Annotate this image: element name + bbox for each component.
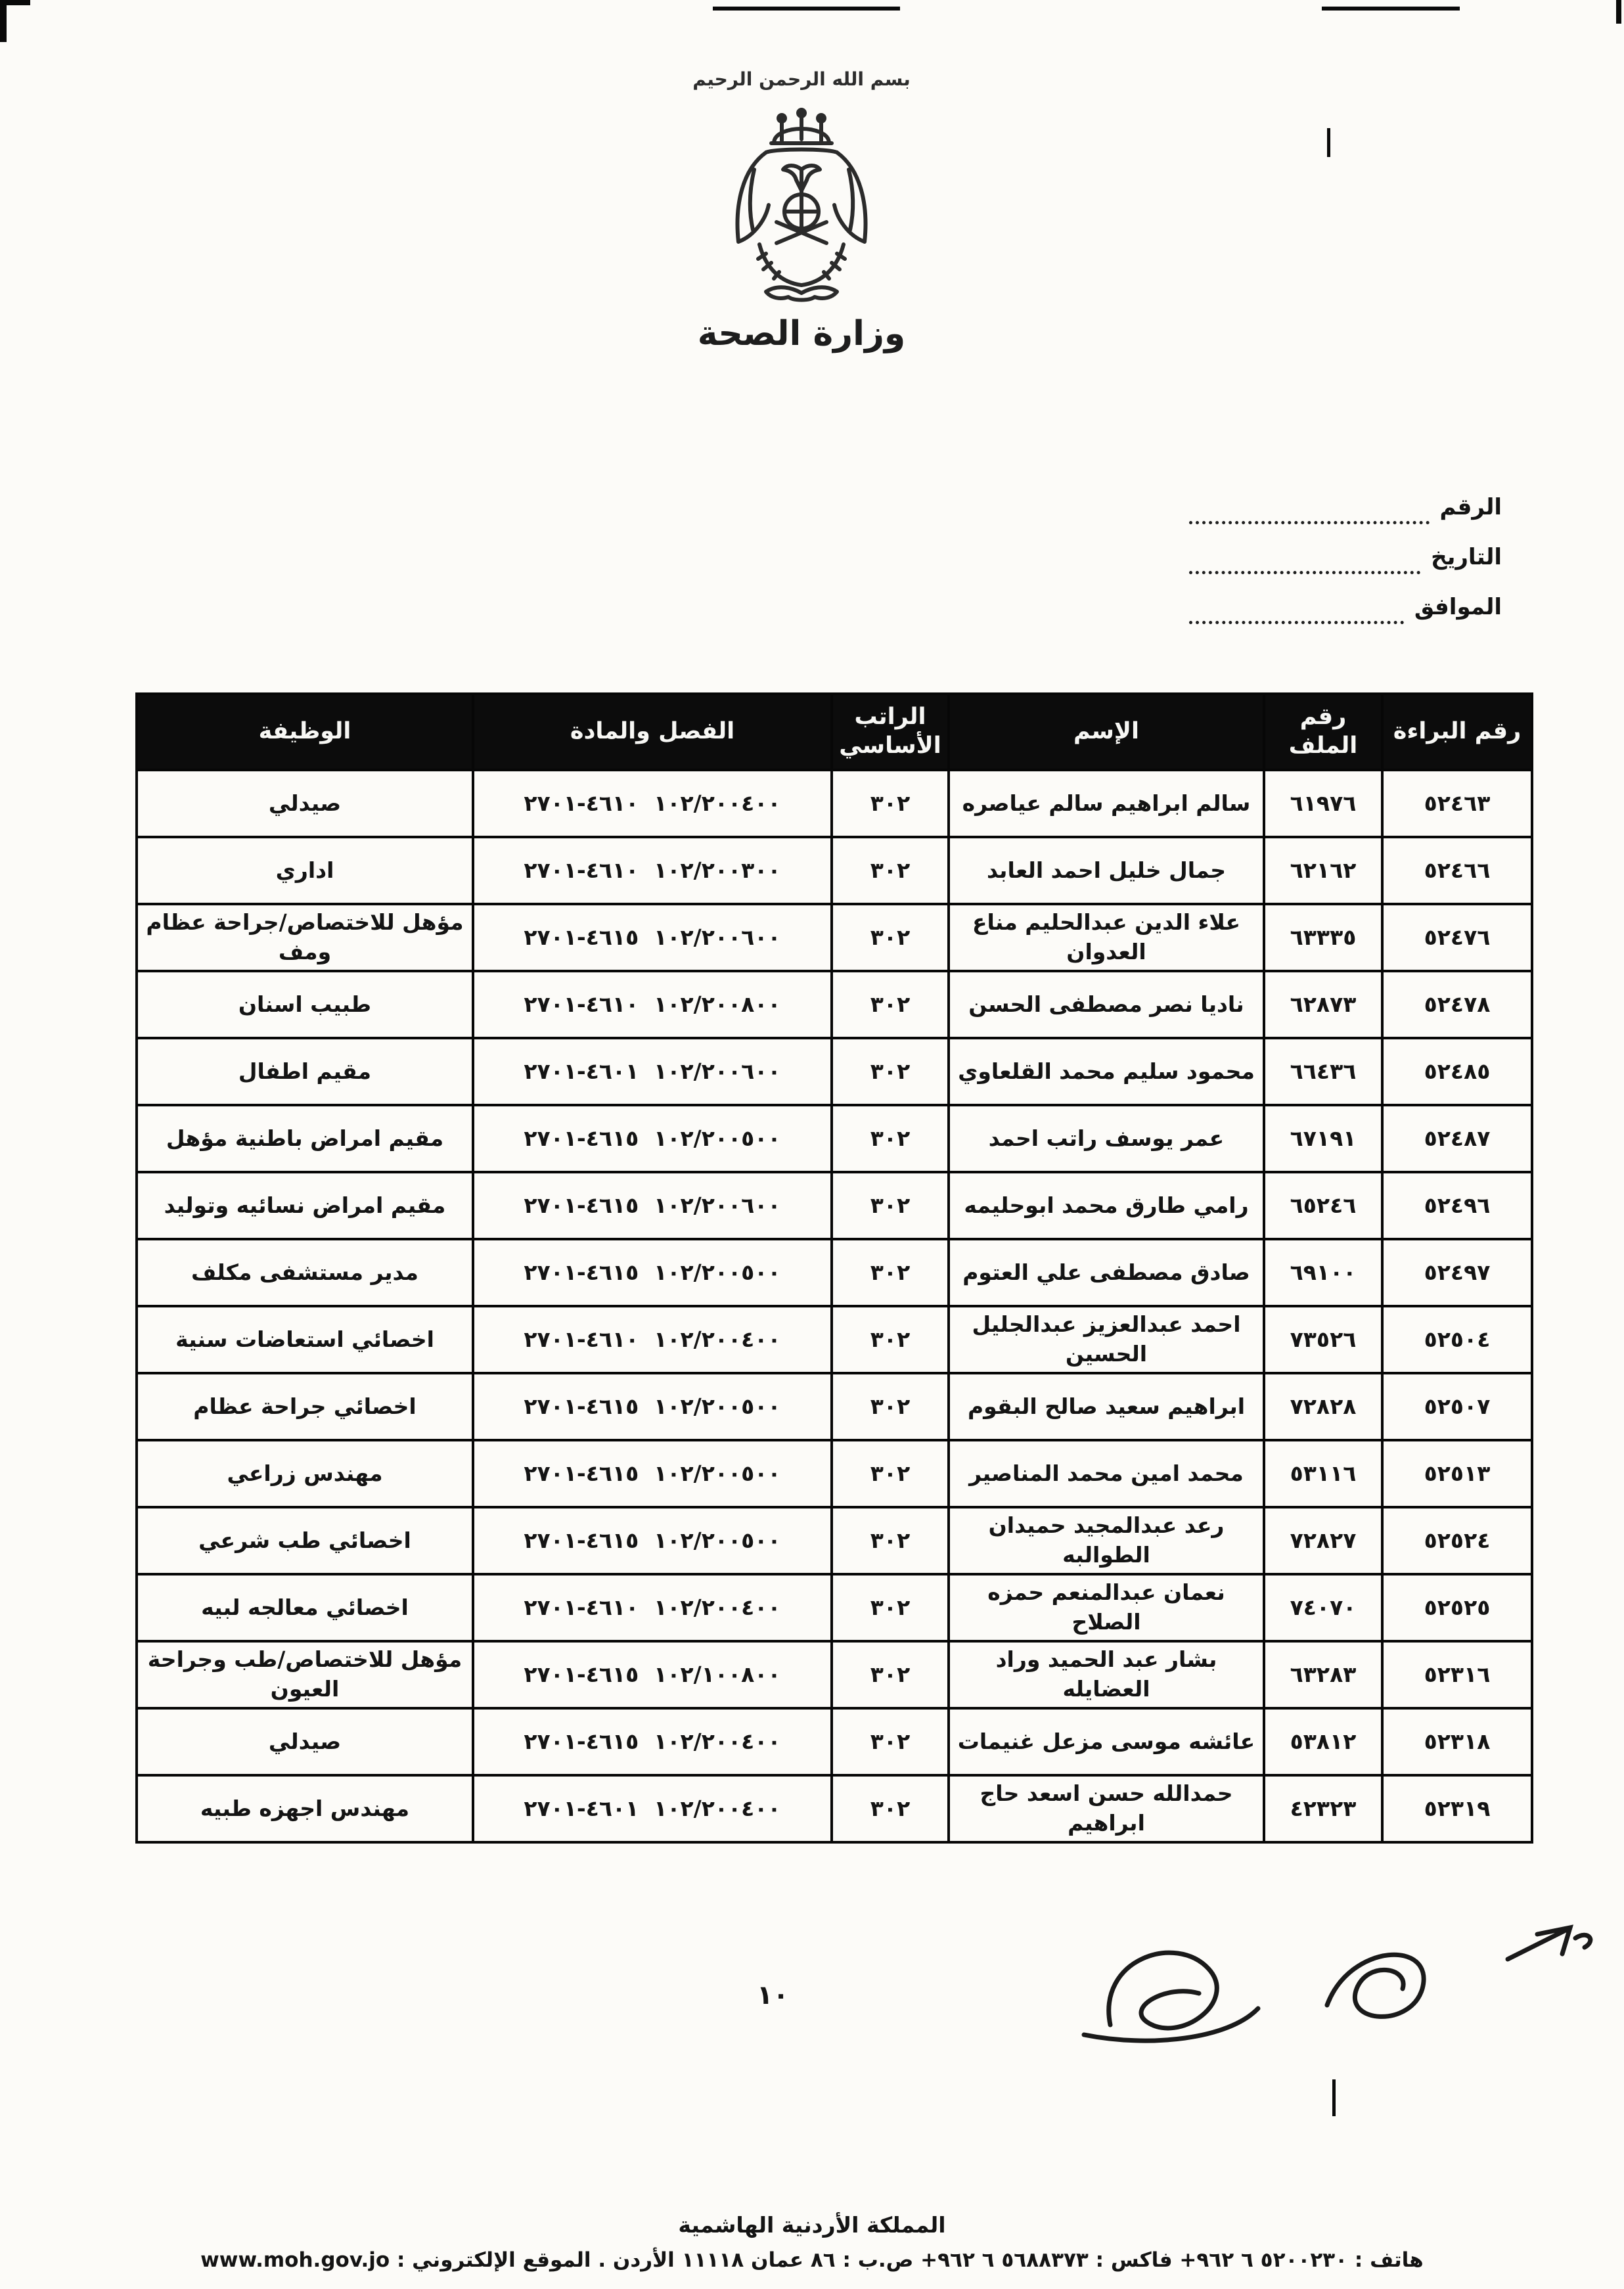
cell-chapter-article [473,1172,832,1239]
page-number: ١٠ [757,1980,789,2010]
table-row [137,1038,1532,1105]
chapter-article-value: ١٠٢/٢٠٠٦٠٠ ٤٦١٥-٢٧٠١ [524,1192,781,1218]
cell-chapter-article [473,1373,832,1440]
cell-chapter-article [473,904,832,971]
jordan-coat-of-arms-icon [703,106,900,304]
field-row-number [1186,474,1502,524]
cell-chapter-article [473,1641,832,1708]
cell-name: بشار عبد الحميد وراد العضايله [949,1641,1264,1708]
cell-decree-number: ٥٢٣١٨ [1382,1708,1532,1775]
cell-decree-number: ٥٢٤٨٧ [1382,1105,1532,1172]
table-row [137,1306,1532,1373]
cell-basic-salary: ٣٠٢ [832,1775,949,1842]
cell-decree-number: ٥٢٣١٦ [1382,1641,1532,1708]
cell-chapter-article [473,1440,832,1507]
footer-contact-line: هاتف : ٥٢٠٠٢٣٠ ٦ ٩٦٢+ فاكس : ٥٦٨٨٣٧٣ ٦ ٩٦٢+ ص.ب : ٨٦ عمان ١١١١٨ الأردن . الموقع الإلكتروني : www.moh.gov.jo [200,2248,1424,2272]
chapter-article-value: ١٠٢/٢٠٠٤٠٠ ٤٦١٠-٢٧٠١ [524,1326,781,1352]
cell-name: علاء الدين عبدالحليم مناع العدوان [949,904,1264,971]
cell-name: محمود سليم محمد القلعاوي [949,1038,1264,1105]
cell-name: ابراهيم سعيد صالح البقوم [949,1373,1264,1440]
chapter-article-value: ١٠٢/٢٠٠٤٠٠ ٤٦١٠-٢٧٠١ [524,1594,781,1620]
chapter-article-value: ١٠٢/٢٠٠٣٠٠ ٤٦١٠-٢٧٠١ [524,857,781,883]
cell-name: جمال خليل احمد العابد [949,837,1264,904]
cell-basic-salary: ٣٠٢ [832,904,949,971]
cell-file-number: ٦٣٣٣٥ [1264,904,1382,971]
cell-basic-salary: ٣٠٢ [832,1239,949,1306]
cell-name: حمدالله حسن اسعد حاج ابراهيم [949,1775,1264,1842]
cell-job-title: اخصائي جراحة عظام [137,1373,473,1440]
dotted-fill-line [1189,499,1430,524]
chapter-article-value: ١٠٢/٢٠٠٥٠٠ ٤٦١٥-٢٧٠١ [524,1259,781,1285]
cell-file-number: ٦١٩٧٦ [1264,770,1382,837]
cell-job-title: اداري [137,837,473,904]
cell-job-title: مقيم اطفال [137,1038,473,1105]
cell-decree-number: ٥٢٤٩٦ [1382,1172,1532,1239]
cell-name: نعمان عبدالمنعم حمزه الصلاح [949,1574,1264,1641]
field-row-corresponding [1186,574,1502,624]
chapter-article-value: ١٠٢/٢٠٠٦٠٠ ٤٦٠١-٢٧٠١ [524,1058,781,1084]
cell-file-number: ٧٢٨٢٨ [1264,1373,1382,1440]
cell-chapter-article [473,837,832,904]
cell-decree-number: ٥٢٤٦٣ [1382,770,1532,837]
table-body [137,770,1532,1842]
cell-basic-salary: ٣٠٢ [832,770,949,837]
cell-job-title: مؤهل للاختصاص/طب وجراحة العيون [137,1641,473,1708]
field-label-date: التاريخ [1431,544,1502,570]
chapter-article-value: ١٠٢/١٠٠٨٠٠ ٤٦١٥-٢٧٠١ [524,1661,781,1687]
cell-job-title: صيدلي [137,770,473,837]
table-row [137,1574,1532,1641]
table-row [137,1239,1532,1306]
cell-chapter-article [473,1574,832,1641]
cell-decree-number: ٥٢٣١٩ [1382,1775,1532,1842]
cell-file-number: ٧٢٨٢٧ [1264,1507,1382,1574]
cell-chapter-article [473,1105,832,1172]
page-footer [0,2212,1624,2272]
table-row [137,971,1532,1038]
header-name: الإسم [949,694,1264,770]
cell-decree-number: ٥٢٥٠٧ [1382,1373,1532,1440]
chapter-article-value: ١٠٢/٢٠٠٥٠٠ ٤٦١٥-٢٧٠١ [524,1527,781,1553]
cell-job-title: صيدلي [137,1708,473,1775]
cell-file-number: ٦٥٢٤٦ [1264,1172,1382,1239]
cell-job-title: اخصائي استعاضات سنية [137,1306,473,1373]
cell-basic-salary: ٣٠٢ [832,1105,949,1172]
cell-basic-salary: ٣٠٢ [832,1708,949,1775]
header-chapter-article: الفصل والمادة [473,694,832,770]
cell-file-number: ٦٢١٦٢ [1264,837,1382,904]
cell-file-number: ٧٤٠٧٠ [1264,1574,1382,1641]
cell-name: ناديا نصر مصطفى الحسن [949,971,1264,1038]
table-row [137,1440,1532,1507]
scan-artifact [0,0,7,42]
chapter-article-value: ١٠٢/٢٠٠٤٠٠ ٤٦١٠-٢٧٠١ [524,790,781,816]
cell-chapter-article [473,1708,832,1775]
table-row [137,1172,1532,1239]
cell-chapter-article [473,1038,832,1105]
cell-basic-salary: ٣٠٢ [832,837,949,904]
field-row-date [1186,524,1502,574]
cell-decree-number: ٥٢٤٧٨ [1382,971,1532,1038]
cell-basic-salary: ٣٠٢ [832,1440,949,1507]
cell-name: صادق مصطفى علي العتوم [949,1239,1264,1306]
chapter-article-value: ١٠٢/٢٠٠٦٠٠ ٤٦١٥-٢٧٠١ [524,924,781,950]
cell-decree-number: ٥٢٥٠٤ [1382,1306,1532,1373]
cell-file-number: ٦٧١٩١ [1264,1105,1382,1172]
cell-name: سالم ابراهيم سالم عياصره [949,770,1264,837]
meta-fields [1186,474,1502,624]
cell-file-number: ٦٩١٠٠ [1264,1239,1382,1306]
cell-file-number: ٤٢٣٢٣ [1264,1775,1382,1842]
chapter-article-value: ١٠٢/٢٠٠٨٠٠ ٤٦١٠-٢٧٠١ [524,991,781,1017]
cell-chapter-article [473,1775,832,1842]
cell-chapter-article [473,971,832,1038]
cell-decree-number: ٥٢٤٦٦ [1382,837,1532,904]
cell-chapter-article [473,1239,832,1306]
cell-job-title: اخصائي طب شرعي [137,1507,473,1574]
cell-file-number: ٥٣٨١٢ [1264,1708,1382,1775]
table-row [137,904,1532,971]
chapter-article-value: ١٠٢/٢٠٠٥٠٠ ٤٦١٥-٢٧٠١ [524,1460,781,1486]
cell-job-title: مؤهل للاختصاص/جراحة عظام ومف [137,904,473,971]
cell-basic-salary: ٣٠٢ [832,1038,949,1105]
cell-chapter-article [473,1507,832,1574]
ministry-calligraphy: وزارة الصحة [697,314,906,353]
cell-decree-number: ٥٢٤٩٧ [1382,1239,1532,1306]
scan-artifact [0,0,30,5]
header-basic-salary: الراتب الأساسي [832,694,949,770]
cell-name: عائشه موسى مزعل غنيمات [949,1708,1264,1775]
cell-file-number: ٥٣١١٦ [1264,1440,1382,1507]
table-row [137,1775,1532,1842]
cell-job-title: مهندس زراعي [137,1440,473,1507]
header-decree-number: رقم البراءة [1382,694,1532,770]
scan-artifact [1616,0,1621,24]
kingdom-name: المملكة الأردنية الهاشمية [678,2212,946,2238]
cell-file-number: ٦٢٨٧٣ [1264,971,1382,1038]
cell-name: احمد عبدالعزيز عبدالجليل الحسين [949,1306,1264,1373]
cell-chapter-article [473,1306,832,1373]
cell-file-number: ٦٦٤٣٦ [1264,1038,1382,1105]
employee-roster-table [135,692,1533,1844]
table-header-row [137,694,1532,770]
header-file-number: رقم الملف [1264,694,1382,770]
field-label-number: الرقم [1439,494,1502,520]
table-row [137,837,1532,904]
cell-basic-salary: ٣٠٢ [832,1641,949,1708]
cell-basic-salary: ٣٠٢ [832,1306,949,1373]
scan-artifact [1322,7,1460,11]
cell-basic-salary: ٣٠٢ [832,1172,949,1239]
dotted-fill-line [1189,599,1404,624]
cell-job-title: مهندس اجهزه طبيه [137,1775,473,1842]
cell-basic-salary: ٣٠٢ [832,1373,949,1440]
cell-job-title: مدير مستشفى مكلف [137,1239,473,1306]
table-row [137,1507,1532,1574]
cell-job-title: اخصائي معالجه لبيه [137,1574,473,1641]
cell-decree-number: ٥٢٥١٣ [1382,1440,1532,1507]
chapter-article-value: ١٠٢/٢٠٠٥٠٠ ٤٦١٥-٢٧٠١ [524,1125,781,1151]
table-row [137,1373,1532,1440]
chapter-article-value: ١٠٢/٢٠٠٤٠٠ ٤٦٠١-٢٧٠١ [524,1795,781,1821]
chapter-article-value: ١٠٢/٢٠٠٤٠٠ ٤٦١٥-٢٧٠١ [524,1728,781,1754]
cell-decree-number: ٥٢٥٢٥ [1382,1574,1532,1641]
cell-job-title: مقيم امراض نسائيه وتوليد [137,1172,473,1239]
cell-chapter-article [473,770,832,837]
cell-name: رامي طارق محمد ابوحليمه [949,1172,1264,1239]
header-job-title: الوظيفة [137,694,473,770]
basmala-calligraphy: بسم الله الرحمن الرحيم [692,68,911,90]
cell-job-title: طبيب اسنان [137,971,473,1038]
table-row [137,770,1532,837]
field-label-corresponding: الموافق [1414,594,1502,620]
cell-name: رعد عبدالمجيد حميدان الطوالبه [949,1507,1264,1574]
table-row [137,1708,1532,1775]
cell-basic-salary: ٣٠٢ [832,1574,949,1641]
cell-file-number: ٦٣٢٨٣ [1264,1641,1382,1708]
table-row [137,1641,1532,1708]
handwritten-signature [1012,1913,1603,2068]
cell-name: محمد امين محمد المناصير [949,1440,1264,1507]
dotted-fill-line [1189,549,1420,574]
cell-name: عمر يوسف راتب احمد [949,1105,1264,1172]
scan-artifact [1327,128,1330,157]
cell-basic-salary: ٣٠٢ [832,1507,949,1574]
cell-job-title: مقيم امراض باطنية مؤهل [137,1105,473,1172]
cell-basic-salary: ٣٠٢ [832,971,949,1038]
scan-artifact [1332,2079,1336,2116]
cell-decree-number: ٥٢٥٢٤ [1382,1507,1532,1574]
cell-decree-number: ٥٢٤٧٦ [1382,904,1532,971]
cell-file-number: ٧٣٥٢٦ [1264,1306,1382,1373]
cell-decree-number: ٥٢٤٨٥ [1382,1038,1532,1105]
table-row [137,1105,1532,1172]
chapter-article-value: ١٠٢/٢٠٠٥٠٠ ٤٦١٥-٢٧٠١ [524,1393,781,1419]
scan-artifact [713,7,900,11]
